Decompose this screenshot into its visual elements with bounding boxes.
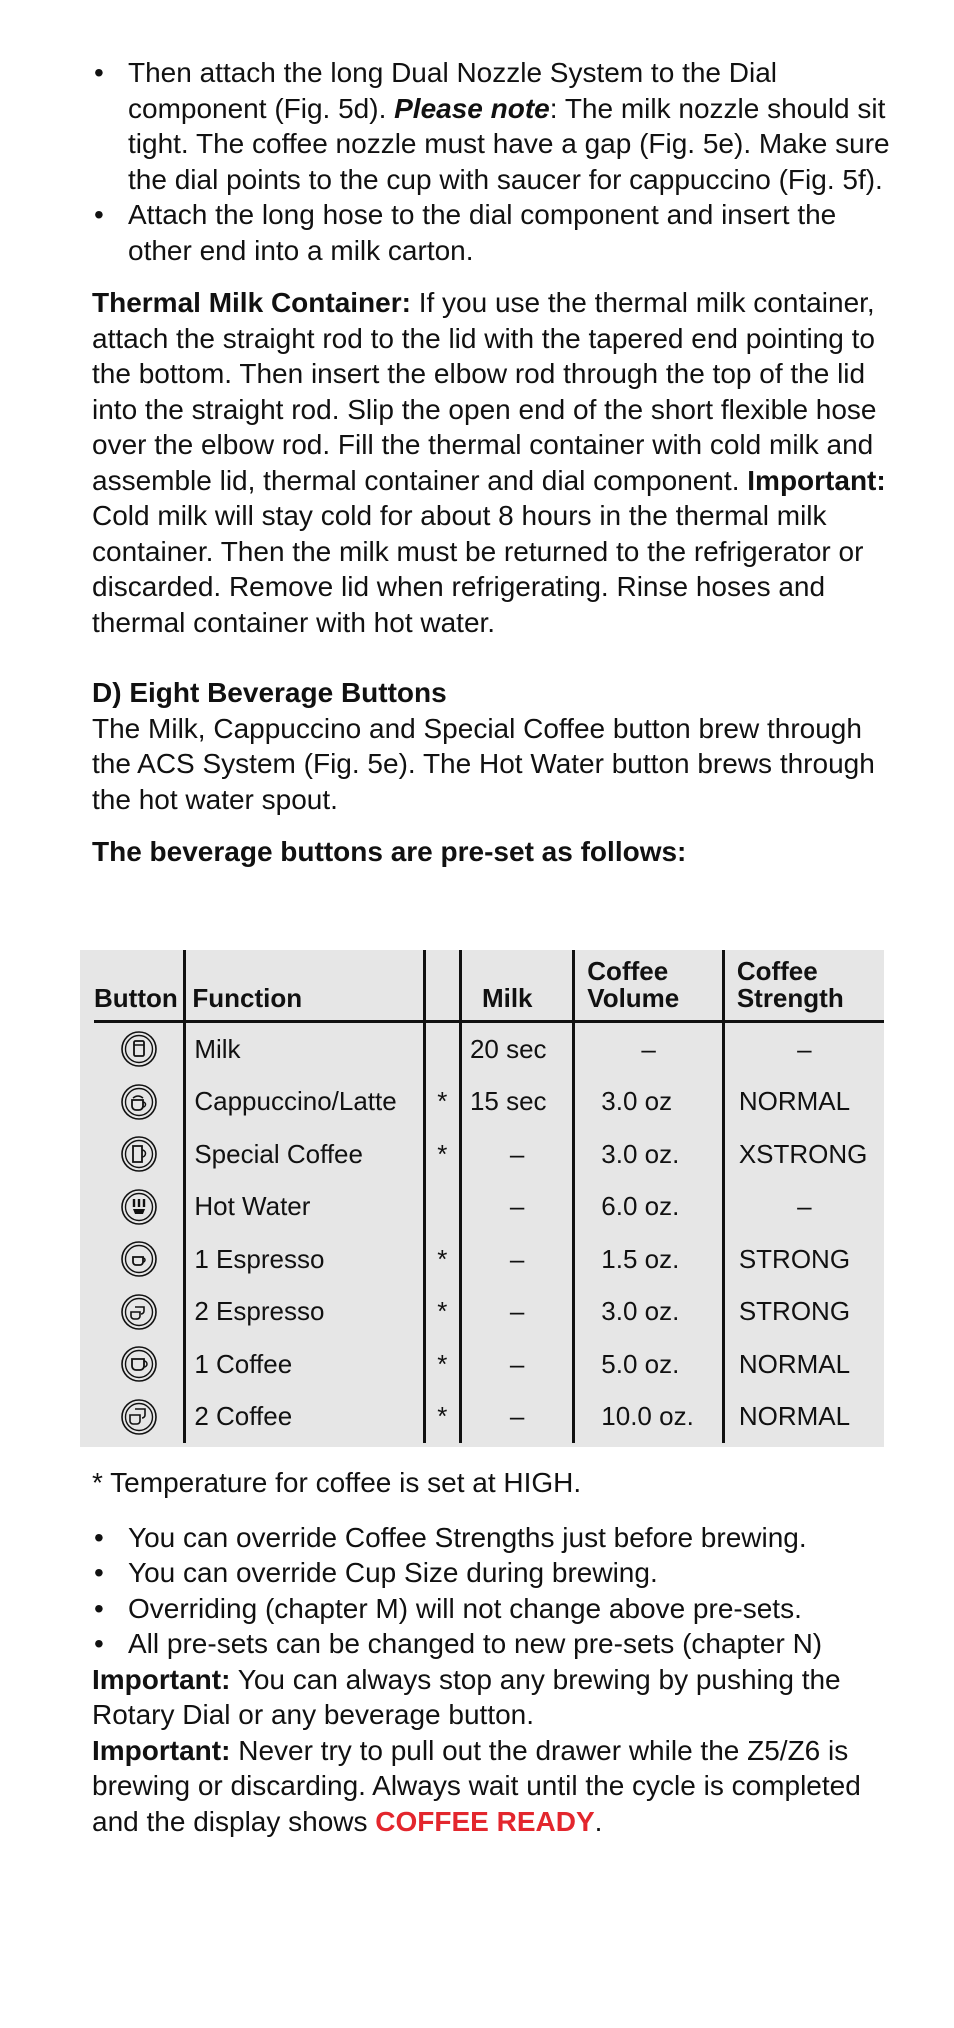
header-milk: Milk <box>460 950 573 1022</box>
star-cell: * <box>424 1391 460 1444</box>
coffee-volume-cell: 3.0 oz <box>574 1076 724 1129</box>
beverage-preset-table <box>94 950 884 1443</box>
function-cell: Hot Water <box>185 1181 424 1234</box>
milk-cell: – <box>460 1128 573 1181</box>
coffee-volume-cell: 3.0 oz. <box>574 1128 724 1181</box>
star-cell <box>424 1181 460 1234</box>
table-row <box>94 1181 884 1234</box>
important-drawer: Important: Never try to pull out the drawer while the Z5/Z6 is brewing or discarding. Always wait until the cycle is completed and the display shows COFFEE READY. <box>92 1734 861 1837</box>
coffee-strength-cell: STRONG <box>723 1286 884 1339</box>
star-cell: * <box>424 1286 460 1339</box>
star-cell: * <box>424 1233 460 1286</box>
coffee-strength-cell: STRONG <box>723 1233 884 1286</box>
function-cell: 2 Espresso <box>185 1286 424 1339</box>
function-cell: 2 Coffee <box>185 1391 424 1444</box>
one-espresso-button-icon <box>120 1240 158 1278</box>
thermal-important-label: Important: <box>747 464 886 496</box>
button-cell <box>94 1286 185 1339</box>
temperature-footnote: * Temperature for coffee is set at HIGH. <box>92 1467 582 1498</box>
please-note-label: Please note <box>394 92 550 124</box>
table-row <box>94 1233 884 1286</box>
content-column <box>92 55 892 870</box>
header-coffee-volume: Coffee Volume <box>574 950 724 1022</box>
section-d-heading: D) Eight Beverage Buttons <box>92 677 447 708</box>
milk-cell: 20 sec <box>460 1022 573 1076</box>
milk-cell: 15 sec <box>460 1076 573 1129</box>
table-heading: The beverage buttons are pre-set as follows: <box>92 836 687 867</box>
header-function: Function <box>185 950 424 1022</box>
header-button: Button <box>94 950 185 1022</box>
milk-cell: – <box>460 1391 573 1444</box>
button-cell <box>94 1181 185 1234</box>
two-espresso-button-icon <box>120 1293 158 1331</box>
override-bullet-list <box>92 1520 892 1662</box>
milk-cell: – <box>460 1286 573 1339</box>
cappuccino-latte-button-icon <box>120 1083 158 1121</box>
table-row <box>94 1338 884 1391</box>
header-star <box>424 950 460 1022</box>
button-cell <box>94 1076 185 1129</box>
function-cell: Special Coffee <box>185 1128 424 1181</box>
function-cell: 1 Espresso <box>185 1233 424 1286</box>
bullet-new-presets: • All pre-sets can be changed to new pre-sets (chapter N) <box>92 1626 892 1662</box>
coffee-strength-cell: XSTRONG <box>723 1128 884 1181</box>
coffee-volume-cell: 5.0 oz. <box>574 1338 724 1391</box>
coffee-ready-highlight: COFFEE READY <box>375 1805 595 1837</box>
hot-water-button-icon <box>120 1188 158 1226</box>
table-header-row <box>94 950 884 1022</box>
milk-cell: – <box>460 1338 573 1391</box>
coffee-strength-cell: NORMAL <box>723 1338 884 1391</box>
bullet-override-presets: • Overriding (chapter M) will not change above pre-sets. <box>92 1591 892 1627</box>
star-cell: * <box>424 1076 460 1129</box>
milk-button-icon <box>120 1030 158 1068</box>
button-cell <box>94 1338 185 1391</box>
milk-cell: – <box>460 1181 573 1234</box>
coffee-volume-cell: – <box>574 1022 724 1076</box>
table-row <box>94 1286 884 1339</box>
table-row <box>94 1391 884 1444</box>
star-cell <box>424 1022 460 1076</box>
important-stop-brewing: Important: You can always stop any brewing by pushing the Rotary Dial or any beverage button. <box>92 1663 841 1730</box>
coffee-strength-cell: NORMAL <box>723 1391 884 1444</box>
coffee-strength-cell: NORMAL <box>723 1076 884 1129</box>
one-coffee-button-icon <box>120 1345 158 1383</box>
button-cell <box>94 1022 185 1076</box>
lower-content <box>92 1465 892 1839</box>
beverage-table-panel <box>80 950 884 1447</box>
coffee-strength-cell: – <box>723 1022 884 1076</box>
star-cell: * <box>424 1128 460 1181</box>
function-cell: Cappuccino/Latte <box>185 1076 424 1129</box>
thermal-milk-label: Thermal Milk Container: <box>92 287 411 318</box>
table-row <box>94 1128 884 1181</box>
function-cell: Milk <box>185 1022 424 1076</box>
bullet-override-strength: • You can override Coffee Strengths just before brewing. <box>92 1520 892 1556</box>
table-body <box>94 1022 884 1444</box>
milk-cell: – <box>460 1233 573 1286</box>
header-coffee-strength: Coffee Strength <box>723 950 884 1022</box>
intro-bullet-list <box>92 55 892 268</box>
coffee-volume-cell: 1.5 oz. <box>574 1233 724 1286</box>
table-row <box>94 1076 884 1129</box>
button-cell <box>94 1391 185 1444</box>
star-cell: * <box>424 1338 460 1391</box>
section-d-body: The Milk, Cappuccino and Special Coffee button brew through the ACS System (Fig. 5e). The Hot Water button brews through the hot water spout. <box>92 712 875 815</box>
button-cell <box>94 1233 185 1286</box>
coffee-volume-cell: 6.0 oz. <box>574 1181 724 1234</box>
table-row <box>94 1022 884 1076</box>
special-coffee-button-icon <box>120 1135 158 1173</box>
coffee-strength-cell: – <box>723 1181 884 1234</box>
bullet-long-hose: • Attach the long hose to the dial component and insert the other end into a milk carton. <box>92 197 892 268</box>
bullet-dual-nozzle: • Then attach the long Dual Nozzle System to the Dial component (Fig. 5d). Please note: The milk nozzle should sit tight. The coffee nozzle must have a gap (Fig. 5e). Make sure the dial points to the cup with saucer for cappuccino (Fig. 5f). <box>92 55 892 197</box>
button-cell <box>94 1128 185 1181</box>
coffee-volume-cell: 10.0 oz. <box>574 1391 724 1444</box>
coffee-volume-cell: 3.0 oz. <box>574 1286 724 1339</box>
bullet-override-cup-size: • You can override Cup Size during brewing. <box>92 1555 892 1591</box>
two-coffee-button-icon <box>120 1398 158 1436</box>
thermal-milk-paragraph: Thermal Milk Container: If you use the thermal milk container, attach the straight rod to the lid with the tapered end pointing to the bottom. Then insert the elbow rod through the top of the lid into the straight rod. Slip the open end of the short flexible hose over the elbow rod. Fill the thermal container with cold milk and assemble lid, thermal container and dial component. Important: Cold milk will stay cold for about 8 hours in the thermal milk container. Then the milk must be returned to the refrigerator or discarded. Remove lid when refrigerating. Rinse hoses and thermal container with hot water. <box>92 287 886 638</box>
function-cell: 1 Coffee <box>185 1338 424 1391</box>
